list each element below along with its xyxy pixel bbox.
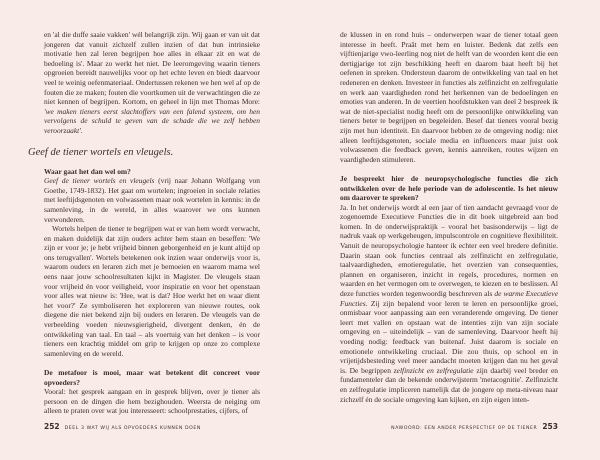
right-page-footer bbox=[391, 422, 558, 431]
page-number: 252 bbox=[44, 422, 60, 431]
italic-phrase: de warme Executieve Functies bbox=[340, 289, 558, 308]
paragraph-text: . Zij zijn bepalend voor leren te leren en persoonlijke groei, onmisbaar voor aanpassing aan een veranderende omgeving. De tiener leert met vallen en opstaan wat de intenties zijn van zijn sociale omgeving en – uiteindelijk – van de samenleving. Daarvoor heeft hij voeding nodig: feedback van buitenaf. Juist daarom is sociale en emotionele ontwikkeling cruciaal. Die zou thuis, op school en in vrijetijdsbesteding veel meer aandacht moeten krijgen dan nu het geval is. De begrippen bbox=[340, 298, 558, 375]
paragraph-text: zijn daarbij veel breder en fundamenteler dan de bekende onderwijsterm 'metacognitie'. Zelfinzicht en zelfregulatie impliceren namelijk dat de jongere op meta-niveau naar zichzelf én de sociale omgeving kan kijken, en zijn eigen inten- bbox=[340, 365, 558, 404]
right-page bbox=[300, 0, 600, 460]
paragraph bbox=[340, 203, 558, 404]
paragraph: de klussen in en rond huis – onderwerpen waar de tiener totaal geen interesse in heeft. Praât met hem en luister. Bedenk dat zelfs een vijftienjarige vwo-leerling nog niet de helft van de woorden kent die een dertigjarige tot zijn beschikking heeft en daarom baat heeft bij het oefenen in spreken. Ondersteun daarom de ontwikkeling van taal en het redeneren en denken. Investeer in functies als zelfinzicht en zelfregulatie en werk aan vaardigheden rond het herkennen van de bedoelingen en emoties van anderen. In de veertien hoofdstukken van deel 2 bespreek ik wat de niet-specialist nodig heeft om de persoonlijke ontwikkeling van tieners beter te begrijpen en begeleiden. Besef dat tieners vooral bezig zijn met hun identiteit. En daarvoor hebben ze de omgeving nodig: niet alleen leeftijdsgenoten, sociale media en influencers maar juist ook volwassenen die feedback geven, kennis aanreiken, routes wijzen en vaardigheden stimuleren. bbox=[340, 30, 558, 164]
section-heading: Geef de tiener wortels en vleugels. bbox=[28, 146, 174, 158]
paragraph-text: en 'al die duffe saaie vakken' wél belangrijk zijn. Wij gaan er van uit dat jongeren dat vanuit zichzelf zullen inzien of dat hun intrinsieke motivatie hen zal leren begrijpen hoe alles in elkaar zit en wat de bedoeling is'. Maar zo werkt het niet. De leeromgeving waarin tieners opgroeien bereidt nauwelijks voor op het echte leven en biedt daarvoor veel te weinig oefenmateriaal. Ondertussen rekenen we hen wel af op de fouten die ze maken; fouten die voortkomen uit de verwachtingen die ze niet kennen of begrijpen. Kortom, en geheel in lijn met Thomas More: bbox=[44, 30, 260, 107]
paragraph bbox=[44, 176, 260, 224]
spacer bbox=[340, 164, 558, 174]
italic-phrase: Geef de tiener wortels en vleugels bbox=[44, 176, 155, 186]
interview-question: De metafoor is mooi, maar wat betekent dit concreet voor opvoeders? bbox=[44, 368, 260, 387]
paragraph: Wortels helpen de tiener te begrijpen wat er van hem wordt verwacht, en maken duidelijk dat zijn ouders achter hem staan en beseffen: 'We zijn er voor je; je hebt vrijheid binnen geborgenheid en je kunt altijd op ons terugvallen'. Wortels betekenen ook inzien waar onderwijs voor is, waarom ouders en leraren zich met je bemoeien en waarom mama wel eens naar jouw schoolresultaten kijkt in Magister. De vleugels staan voor vrijheid én voor veiligheid, voor inspiratie en voor het openstaan voor alles wat nieuw is: 'Hee, wat is dat? Hoe werkt het en waar dient het voor?' Ze symboliseren het exploreren van nieuwe routes, ook diegene die niet bekend zijn bij ouders en leraren. De vleugels van de verbeelding voeden nieuwsgierigheid, divergent denken, én de ontwikkeling van taal. En taal – als voertuig van het denken – is voor tieners een krachtig middel om grip te krijgen op onze zo complexe samenleving en de wereld. bbox=[44, 224, 260, 358]
spacer bbox=[44, 358, 260, 368]
paragraph bbox=[44, 30, 260, 136]
paragraph-text: Ja. In het onderwijs wordt al een jaar of tien aandacht gevraagd voor de zogenoemde Executieve Functies die in dit boek uitgebreid aan bod komen. In de onderwijspraktijk – vooral het basisonderwijs – ligt de nadruk vaak op werkgeheugen, impulscontrole en cognitieve flexibiliteit. Vanuit de neuropsychologie hanteer ik echter een veel bredere definitie. Daarin staan ook functies centraal als zelfinzicht en zelfregulatie, taalvaardigheden, emotieregulatie, het overzien van consequenties, plannen en organiseren, inzicht in regels, procedures, normen en waarden en het vermogen om te overwegen, te kiezen en te beslissen. Al deze functies worden tegenwoordig beschreven als bbox=[340, 202, 558, 299]
interview-question: Waar gaat het dan wel om? bbox=[44, 166, 131, 176]
interview-question: Je bespreekt hier de neuropsychologische functies die zich ontwikkelen over de hele periode van de adolescentie. Is het nieuw om daarover te spreken? bbox=[340, 173, 558, 203]
italic-phrase: zelfinzicht en zelfregulatie bbox=[393, 365, 474, 375]
left-page-body bbox=[28, 30, 261, 416]
page-number: 253 bbox=[542, 422, 558, 431]
running-head: NAWOORD: EEN ANDER PERSPECTIEF OP DE TIENER bbox=[391, 426, 538, 431]
right-page-body bbox=[340, 30, 558, 404]
paragraph: Vooral: het gesprek aangaan en in gesprek blijven, over je tiener als persoon en de dingen die hem bezighouden. Weersta de neiging om alleen te praten over wat jou interesseert: schoolprestaties, cijfers, of bbox=[44, 387, 260, 416]
running-head: DEEL 3 WAT WIJ ALS OPVOEDERS KUNNEN DOEN bbox=[64, 426, 201, 431]
thomas-more-quote: 'we maken tieners eerst slachtoffers van een falend systeem, om hen vervolgens de schuld te geven van de schade die we zelf hebben veroorzaakt'. bbox=[44, 106, 260, 135]
paragraph-text: (vrij naar Johann Wolfgang von Goethe, 1749-1832). Het gaat om wortelen; ingroeien in sociale relaties met leeftijdsgenoten en volwassenen maar ook wortelen in kennis: in de samenleving, in de wereld, in alles waarover we ons kunnen verwonderen. bbox=[44, 176, 261, 224]
left-page-footer bbox=[44, 422, 201, 431]
